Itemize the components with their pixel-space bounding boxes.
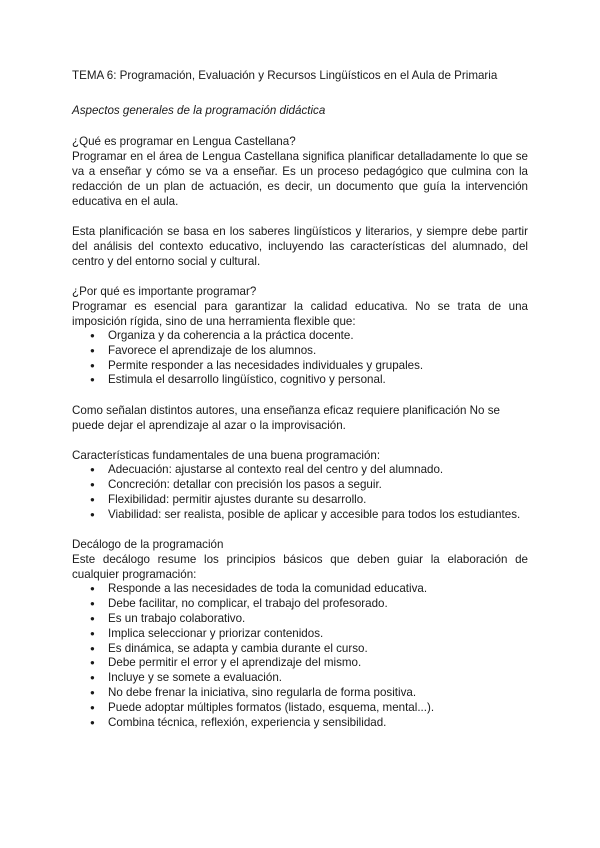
list-item: ● Es un trabajo colaborativo.: [72, 612, 528, 627]
list-item: ● Responde a las necesidades de toda la comunidad educativa.: [72, 582, 528, 597]
paragraph: Como señalan distintos autores, una enseñanza eficaz requiere planificación No se puede dejar el aprendizaje al azar o la improvisación.: [72, 404, 500, 433]
list-item: ● Implica seleccionar y priorizar contenidos.: [72, 627, 528, 642]
section-por-que-programar: [72, 284, 528, 433]
list-item: ● Favorece el aprendizaje de los alumnos.: [72, 344, 528, 359]
section-heading: Decálogo de la programación: [72, 538, 224, 552]
paragraph: Programar en el área de Lengua Castellana significa planificar detalladamente lo que se va a enseñar y cómo se va a enseñar. Es un proceso pedagógico que culmina con la redacción de un plan de actuación, es decir, un documento que guía la intervención educativa en el aula.: [72, 150, 528, 208]
document-page: [72, 68, 528, 730]
bullet-list: [72, 463, 528, 522]
section-heading: ¿Qué es programar en Lengua Castellana?: [72, 135, 296, 148]
section-heading: Características fundamentales de una buena programación:: [72, 449, 381, 463]
section-caracteristicas: [72, 448, 528, 522]
list-item: ● Debe facilitar, no complicar, el trabajo del profesorado.: [72, 597, 528, 612]
paragraph: Programar es esencial para garantizar la calidad educativa. No se trata de una imposición rígida, sino de una herramienta flexible que:: [72, 300, 528, 328]
bullet-list: [72, 329, 528, 388]
list-item: ● Viabilidad: ser realista, posible de aplicar y accesible para todos los estudiantes.: [72, 508, 528, 523]
list-item: ● No debe frenar la iniciativa, sino regularla de forma positiva.: [72, 686, 528, 701]
list-item: ● Organiza y da coherencia a la práctica docente.: [72, 329, 528, 344]
list-item: ● Incluye y se somete a evaluación.: [72, 671, 528, 686]
document-subtitle: Aspectos generales de la programación didáctica: [72, 104, 326, 117]
paragraph: Este decálogo resume los principios básicos que deben guiar la elaboración de cualquier programación:: [72, 553, 528, 582]
list-item: ● Permite responder a las necesidades individuales y grupales.: [72, 359, 528, 374]
list-item: ● Puede adoptar múltiples formatos (listado, esquema, mental...).: [72, 701, 528, 716]
list-item: ● Adecuación: ajustarse al contexto real del centro y del alumnado.: [72, 463, 528, 478]
list-item: ● Debe permitir el error y el aprendizaje del mismo.: [72, 656, 528, 671]
section-decalogo: [72, 537, 528, 730]
bullet-list: [72, 582, 528, 730]
section-heading: ¿Por qué es importante programar?: [72, 285, 257, 298]
paragraph: Esta planificación se basa en los saberes lingüísticos y literarios, y siempre debe partir del análisis del contexto educativo, incluyendo las características del alumnado, del centro y del entorno social y cultural.: [72, 225, 528, 268]
list-item: ● Flexibilidad: permitir ajustes durante su desarrollo.: [72, 493, 528, 508]
section-que-es-programar: [72, 134, 528, 269]
list-item: ● Es dinámica, se adapta y cambia durante el curso.: [72, 642, 528, 657]
list-item: ● Estimula el desarrollo lingüístico, cognitivo y personal.: [72, 373, 528, 388]
list-item: ● Combina técnica, reflexión, experiencia y sensibilidad.: [72, 716, 528, 731]
document-title: TEMA 6: Programación, Evaluación y Recursos Lingüísticos en el Aula de Primaria: [72, 69, 498, 82]
list-item: ● Concreción: detallar con precisión los pasos a seguir.: [72, 478, 528, 493]
